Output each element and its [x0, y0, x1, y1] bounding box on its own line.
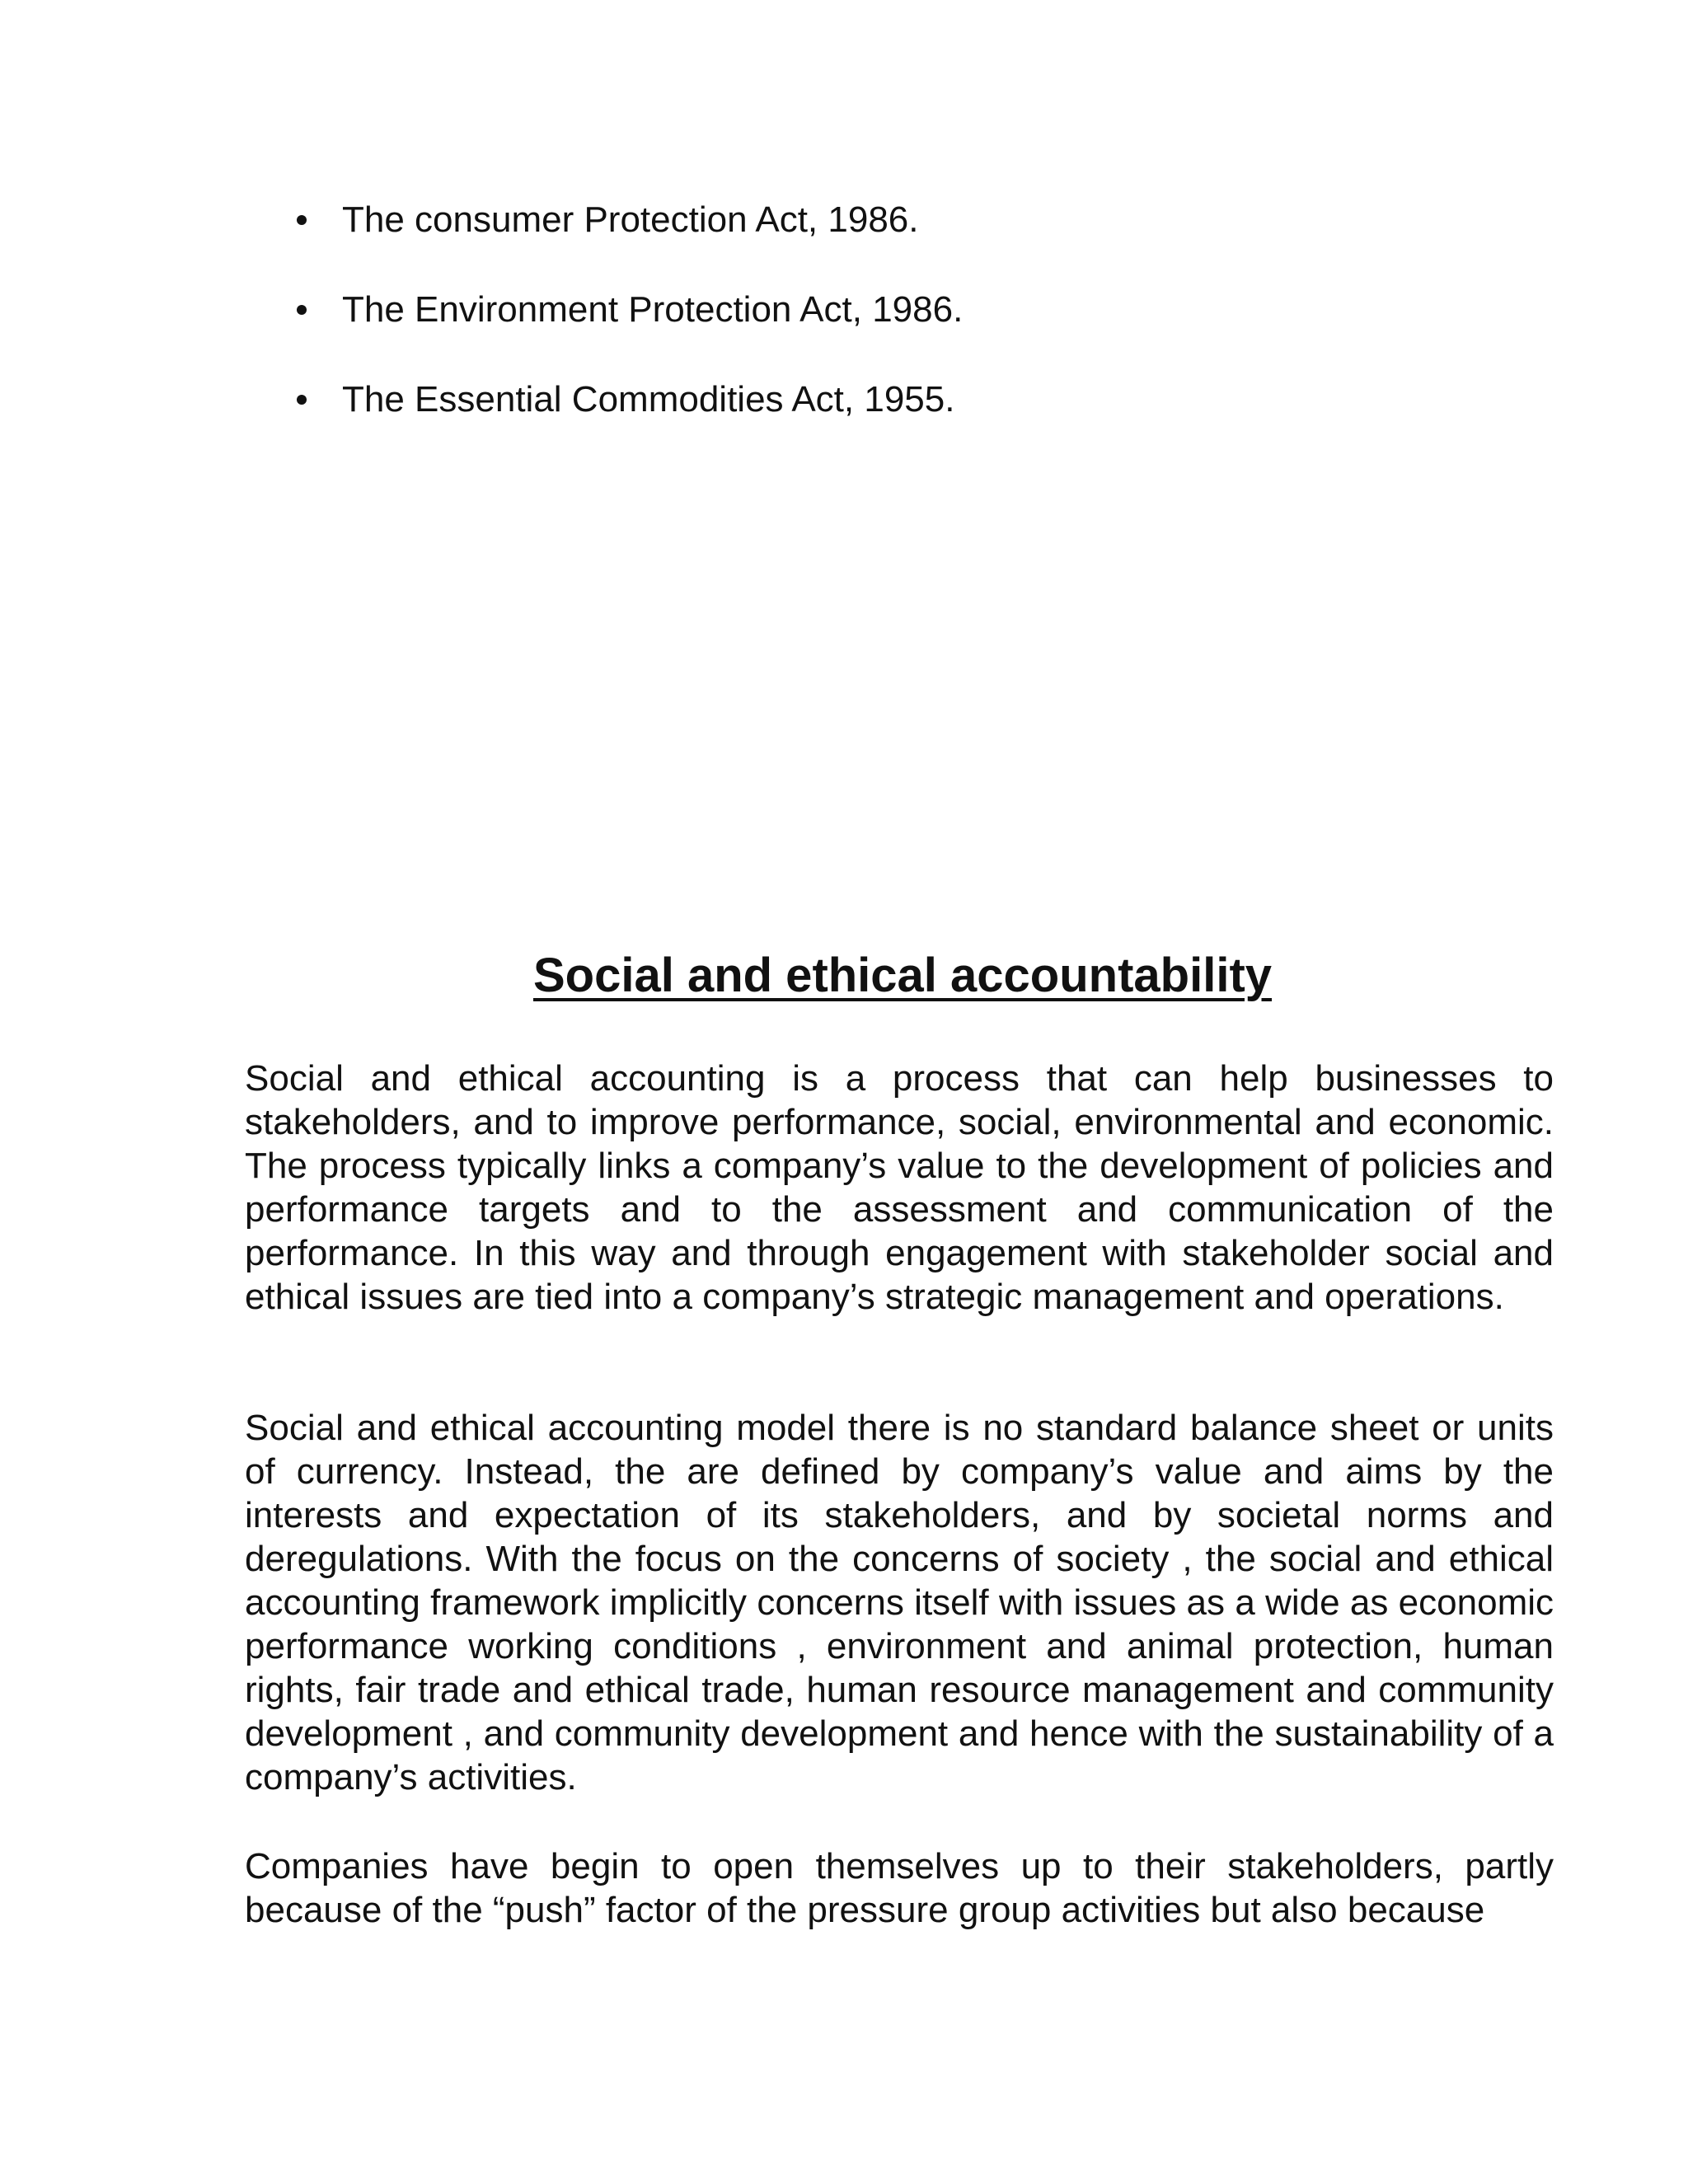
- list-item-text: The Environment Protection Act, 1986.: [342, 289, 964, 330]
- paragraph: Social and ethical accounting model there is no standard balance sheet or units of currency. Instead, the are defined by company’s value and aims by the interests and expectation of its stakeholders, and by societal norms and deregulations. With the focus on the concerns of society , the social and ethical accounting framework implicitly concerns itself with issues as a wide as economic performance working conditions , environment and animal protection, human rights, fair trade and ethical trade, human resource management and community development , and community development and hence with the sustainability of a company’s activities.: [245, 1408, 1554, 1797]
- paragraph: Social and ethical accounting is a process that can help businesses to stakeholders, and to improve performance, social, environmental and economic. The process typically links a company’s value to the development of policies and performance targets and to the assessment and communication of the performance. In this way and through engagement with stakeholder social and ethical issues are tied into a company’s strategic management and operations.: [245, 1058, 1554, 1317]
- list-item: [293, 194, 1529, 246]
- list-item: [293, 374, 1529, 425]
- list-item-text: The consumer Protection Act, 1986.: [342, 199, 919, 240]
- list-item: [293, 284, 1529, 335]
- paragraph: Companies have begin to open themselves up to their stakeholders, partly because of the “push” factor of the pressure group activities but also because: [245, 1846, 1554, 1930]
- bullet-icon: [297, 215, 307, 225]
- acts-bullet-list: [293, 194, 1529, 464]
- bullet-icon: [297, 395, 307, 405]
- section-heading: Social and ethical accountability: [532, 949, 1273, 1002]
- list-item-text: The Essential Commodities Act, 1955.: [342, 379, 955, 419]
- bullet-icon: [297, 305, 307, 315]
